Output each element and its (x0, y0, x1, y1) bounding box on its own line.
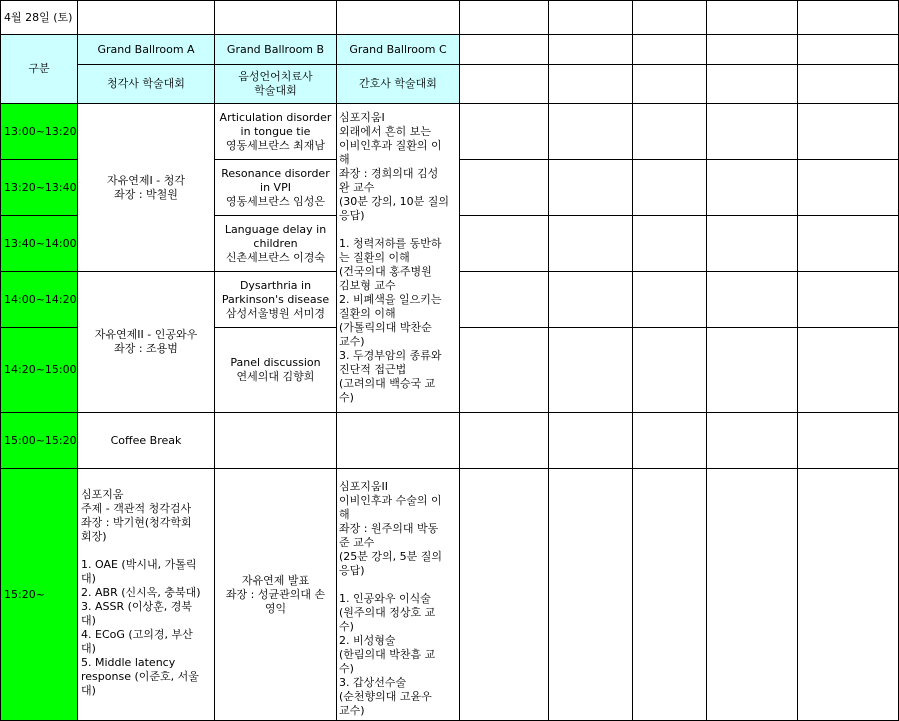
room-label: Grand Ballroom A (97, 42, 195, 56)
empty-cell (459, 159, 549, 216)
time-slot (0, 328, 78, 413)
room-label: Grand Ballroom C (349, 42, 447, 56)
empty-cell (632, 64, 707, 104)
empty-cell (632, 215, 707, 272)
empty-cell (706, 103, 798, 160)
time-slot (0, 271, 78, 328)
empty-cell (548, 34, 633, 65)
empty-cell (632, 412, 707, 469)
empty-cell (548, 215, 633, 272)
time-slot (0, 103, 78, 160)
empty-cell (797, 412, 899, 469)
empty-cell (214, 412, 337, 469)
empty-cell (632, 468, 707, 721)
empty-cell (548, 271, 633, 328)
time-label: 15:20~ (4, 587, 45, 601)
empty-cell (459, 327, 549, 413)
empty-cell (706, 159, 798, 216)
talk-b1 (214, 103, 337, 160)
empty-cell (632, 159, 707, 216)
time-slot (0, 215, 78, 272)
time-label: 13:20~13:40 (4, 180, 77, 194)
empty-cell (797, 215, 899, 272)
symposium-text: 심포지움 주제 - 객관적 청각검사 좌장 : 박기현(청각학회 회장) 1. OAE (박시내, 가톨릭 대) 2. ABR (신시옥, 충북대) 3. ASSR (이상훈, 경북 대) 4. ECoG (고의경, 부산 대) 5. Middle latency response (이준호, 서울 대) (81, 488, 201, 697)
empty-cell (797, 271, 899, 328)
empty-cell (459, 64, 549, 104)
time-label: 15:00~15:20 (4, 433, 77, 447)
session-text: 자유연제I - 청각 좌장 : 박철원 (107, 173, 185, 201)
talk-b2 (214, 159, 337, 216)
track-header-a (77, 64, 215, 104)
talk-text: Panel discussion 연세의대 김향희 (230, 356, 321, 383)
talk-b3 (214, 215, 337, 272)
empty-cell (459, 103, 549, 160)
empty-cell (548, 103, 633, 160)
time-slot (0, 412, 78, 469)
symposium-c1 (336, 103, 460, 413)
talk-text: Dysarthria in Parkinson's disease 삼성서울병원 서미경 (221, 278, 330, 320)
empty-cell (214, 0, 337, 35)
track-header-b (214, 64, 337, 104)
empty-cell (632, 327, 707, 413)
session-free-paper-1 (77, 103, 215, 272)
date-cell (0, 0, 78, 35)
coffee-text: Coffee Break (110, 433, 182, 447)
gubun-label: 구분 (28, 62, 50, 75)
empty-cell (548, 0, 633, 35)
empty-cell (459, 412, 549, 469)
time-slot (0, 159, 78, 216)
empty-cell (632, 0, 707, 35)
time-label: 14:00~14:20 (4, 292, 77, 306)
room-header-c (336, 34, 460, 65)
track-label: 청각사 학술대회 (107, 77, 185, 90)
empty-cell (706, 327, 798, 413)
room-header-a (77, 34, 215, 65)
empty-cell (459, 215, 549, 272)
gubun-header (0, 34, 78, 104)
empty-cell (459, 468, 549, 721)
talk-b5 (214, 327, 337, 413)
empty-cell (797, 468, 899, 721)
empty-cell (797, 34, 899, 65)
session-free-paper-2 (77, 271, 215, 413)
empty-cell (459, 271, 549, 328)
room-label: Grand Ballroom B (226, 42, 325, 56)
empty-cell (459, 34, 549, 65)
symposium-c2 (336, 468, 460, 721)
time-slot (0, 468, 78, 721)
time-label: 13:40~14:00 (4, 236, 77, 250)
talk-text: Resonance disorder in VPI 영동세브란스 임성은 (221, 166, 330, 208)
time-label: 13:00~13:20 (4, 124, 77, 138)
empty-cell (706, 34, 798, 65)
empty-cell (706, 271, 798, 328)
talk-text: Articulation disorder in tongue tie 영동세브란스 최재남 (219, 110, 332, 152)
empty-cell (548, 327, 633, 413)
empty-cell (706, 0, 798, 35)
empty-cell (797, 327, 899, 413)
talk-text: Language delay in children 신촌세브란스 이경숙 (224, 222, 327, 264)
empty-cell (548, 159, 633, 216)
talk-b4 (214, 271, 337, 328)
empty-cell (548, 412, 633, 469)
empty-cell (548, 468, 633, 721)
symposium-text: 심포지움II 이비인후과 수술의 이 해 좌장 : 원주의대 박동 준 교수 (25분 강의, 5분 질의 응답) 1. 인공와우 이식술 (원주의대 정상호 교 수) 2. 비성형술 (한림의대 박찬흠 교 수) 3. 갑상선수술 (순천향의대 고윤우 교수) (339, 480, 443, 717)
empty-cell (632, 34, 707, 65)
empty-cell (548, 64, 633, 104)
free-paper-text: 자유연제 발표 좌장 : 성균관의대 손 영익 (225, 573, 326, 615)
symposium-a (77, 468, 215, 721)
empty-cell (706, 412, 798, 469)
empty-cell (77, 0, 215, 35)
empty-cell (706, 468, 798, 721)
empty-cell (336, 0, 460, 35)
empty-cell (459, 0, 549, 35)
date-label: 4월 28일 (토) (4, 10, 73, 24)
free-paper-b (214, 468, 337, 721)
room-header-b (214, 34, 337, 65)
symposium-text: 심포지움I 외래에서 흔히 보는 이비인후과 질환의 이 해 좌장 : 경희의대 김성 완 교수 (30분 강의, 10분 질의 응답) 1. 청력저하를 동반하 는 질환의 이해 (건국의대 홍주병원 김보형 교수 2. 비폐색을 일으키는 질환의 이해 (가톨릭의대 박찬순 교수) 3. 두경부암의 종류와 진단적 접근법 (고려의대 백승국 교 수) (339, 111, 450, 404)
track-label: 간호사 학술대회 (359, 77, 437, 90)
empty-cell (797, 64, 899, 104)
coffee-break (77, 412, 215, 469)
empty-cell (797, 0, 899, 35)
track-label: 음성언어치료사 학술대회 (238, 70, 313, 97)
time-label: 14:20~15:00 (4, 363, 77, 376)
empty-cell (797, 159, 899, 216)
empty-cell (706, 215, 798, 272)
empty-cell (797, 103, 899, 160)
session-text: 자유연제II - 인공와우 좌장 : 조용범 (94, 328, 198, 355)
empty-cell (336, 412, 460, 469)
empty-cell (632, 271, 707, 328)
empty-cell (632, 103, 707, 160)
empty-cell (706, 64, 798, 104)
track-header-c (336, 64, 460, 104)
